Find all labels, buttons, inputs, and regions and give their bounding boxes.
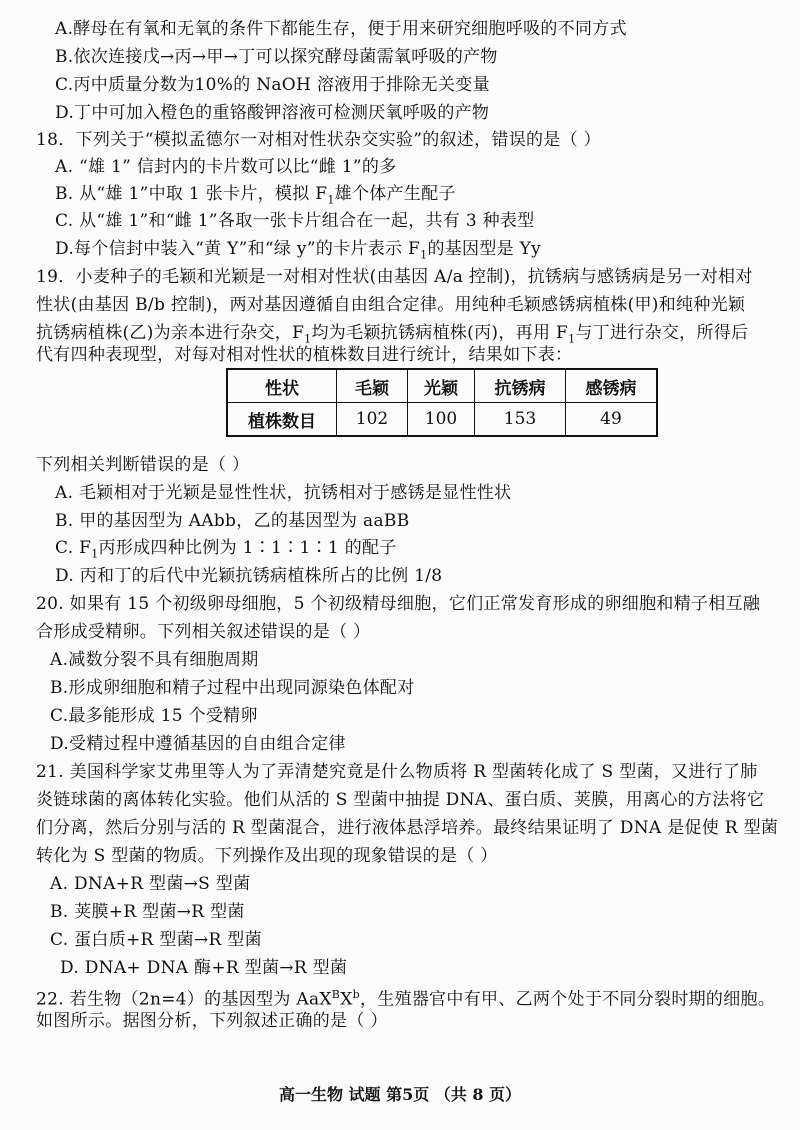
q20-stem-line2: 合形成受精卵。下列相关叙述错误的是（ ） [36,622,371,642]
q18-option-c: C. 从“雄 1”和“雌 1”各取一张卡片组合在一起，共有 3 种表型 [55,211,535,231]
q21-stem-line1: 21. 美国科学家艾弗里等人为了弄清楚究竟是什么物质将 R 型菌转化成了 S 型菌，又进行了肺 [36,762,758,782]
q17-option-d: D.丁中可加入橙色的重铬酸钾溶液可检测厌氧呼吸的产物 [55,103,490,123]
q18-stem: 18．下列关于“模拟孟德尔一对相对性状杂交实验”的叙述，错误的是（ ） [36,130,601,150]
q21-stem-line3: 们分离，然后分别与活的 R 型菌混合，进行液体悬浮培养。最终结果证明了 DNA 是促使 R 型菌 [36,818,779,838]
q20-option-b: B.形成卵细胞和精子过程中出现同源染色体配对 [50,678,415,698]
q21-option-b: B. 荚膜+R 型菌→R 型菌 [50,902,245,922]
q17-option-c: C.丙中质量分数为10%的 NaOH 溶液用于排除无关变量 [55,75,490,95]
table-cell: 49 [566,403,658,437]
q19-stem-line1: 19．小麦种子的毛颖和光颖是一对相对性状(由基因 A/a 控制)，抗锈病与感锈病是另一对相对 [36,267,753,287]
q21-stem-line4: 转化为 S 型菌的物质。下列操作及出现的现象错误的是（ ） [36,846,498,866]
q21-option-a: A. DNA+R 型菌→S 型菌 [50,874,251,894]
q18-option-d: D.每个信封中装入“黄 Y”和“绿 y”的卡片表示 $F_1$的基因型是 Yy [55,239,542,262]
q19-ask: 下列相关判断错误的是（ ） [36,455,250,475]
q22-stem-line2: 如图所示。据图分析，下列叙述正确的是（ ） [36,1011,388,1031]
table-header-cell: 感锈病 [566,369,658,403]
q19-stem-line3: 抗锈病植株(乙)为亲本进行杂交，$F_1$均为毛颖抗锈病植株(丙)，再用 $F_1$与丁进行杂交，所得后 [36,323,749,346]
q19-option-d: D. 丙和丁的后代中光颖抗锈病植株所占的比例 1/8 [55,566,443,586]
q20-stem-line1: 20. 如果有 15 个初级卵母细胞，5 个初级精母细胞，它们正常发育形成的卵细胞和精子相互融 [36,594,761,614]
q21-option-d: D. DNA+ DNA 酶+R 型菌→R 型菌 [60,958,348,978]
q19-option-a: A. 毛颖相对于光颖是显性性状，抗锈相对于感锈是显性性状 [55,483,512,503]
q21-option-c: C. 蛋白质+R 型菌→R 型菌 [50,930,262,950]
q17-option-a: A.酵母在有氧和无氧的条件下都能生存，便于用来研究细胞呼吸的不同方式 [55,19,627,39]
table-header-cell: 抗锈病 [475,369,566,403]
table-row-label: 植株数目 [227,403,337,437]
q22-stem-line1: 22. 若生物（2n=4）的基因型为 $AaX^BX^b$，生殖器官中有甲、乙两个处于不同分裂时期的细胞。 [36,988,776,1010]
table-row [227,403,657,437]
q17-option-b: B.依次连接戊→丙→甲→丁可以探究酵母菌需氧呼吸的产物 [55,47,498,67]
q21-stem-line2: 炎链球菌的离体转化实验。他们从活的 S 型菌中抽提 DNA、蛋白质、荚膜，用离心的方法将它 [36,790,765,810]
table-cell: 153 [475,403,566,437]
q18-option-b: B. 从“雄 1”中取 1 张卡片，模拟 $F_1$雄个体产生配子 [55,184,456,207]
q18-option-a: A. “雄 1” 信封内的卡片数可以比“雌 1”的多 [55,157,397,177]
table-header-cell: 光颖 [408,369,475,403]
page-footer: 高一生物 试题 第5页 （共 8 页） [278,1085,522,1104]
q19-stem-line2: 性状(由基因 B/b 控制)，两对基因遵循自由组合定律。用纯种毛颖感锈病植株(甲)和纯种光颖 [36,295,746,315]
q19-stem-line4: 代有四种表现型，对每对相对性状的植株数目进行统计，结果如下表： [36,345,573,365]
q19-option-b: B. 甲的基因型为 AAbb，乙的基因型为 aaBB [55,511,410,531]
table-header-cell: 毛颖 [337,369,408,403]
table-cell: 102 [337,403,408,437]
q19-option-c: C. $F_1$丙形成四种比例为 1∶1∶1∶1 的配子 [55,538,397,561]
trait-count-table [226,368,658,437]
table-cell: 100 [408,403,475,437]
table-header-cell: 性状 [227,369,337,403]
q20-option-d: D.受精过程中遵循基因的自由组合定律 [50,734,346,754]
q20-option-a: A.减数分裂不具有细胞周期 [50,650,259,670]
table-header-row [227,369,657,403]
q20-option-c: C.最多能形成 15 个受精卵 [50,706,258,726]
